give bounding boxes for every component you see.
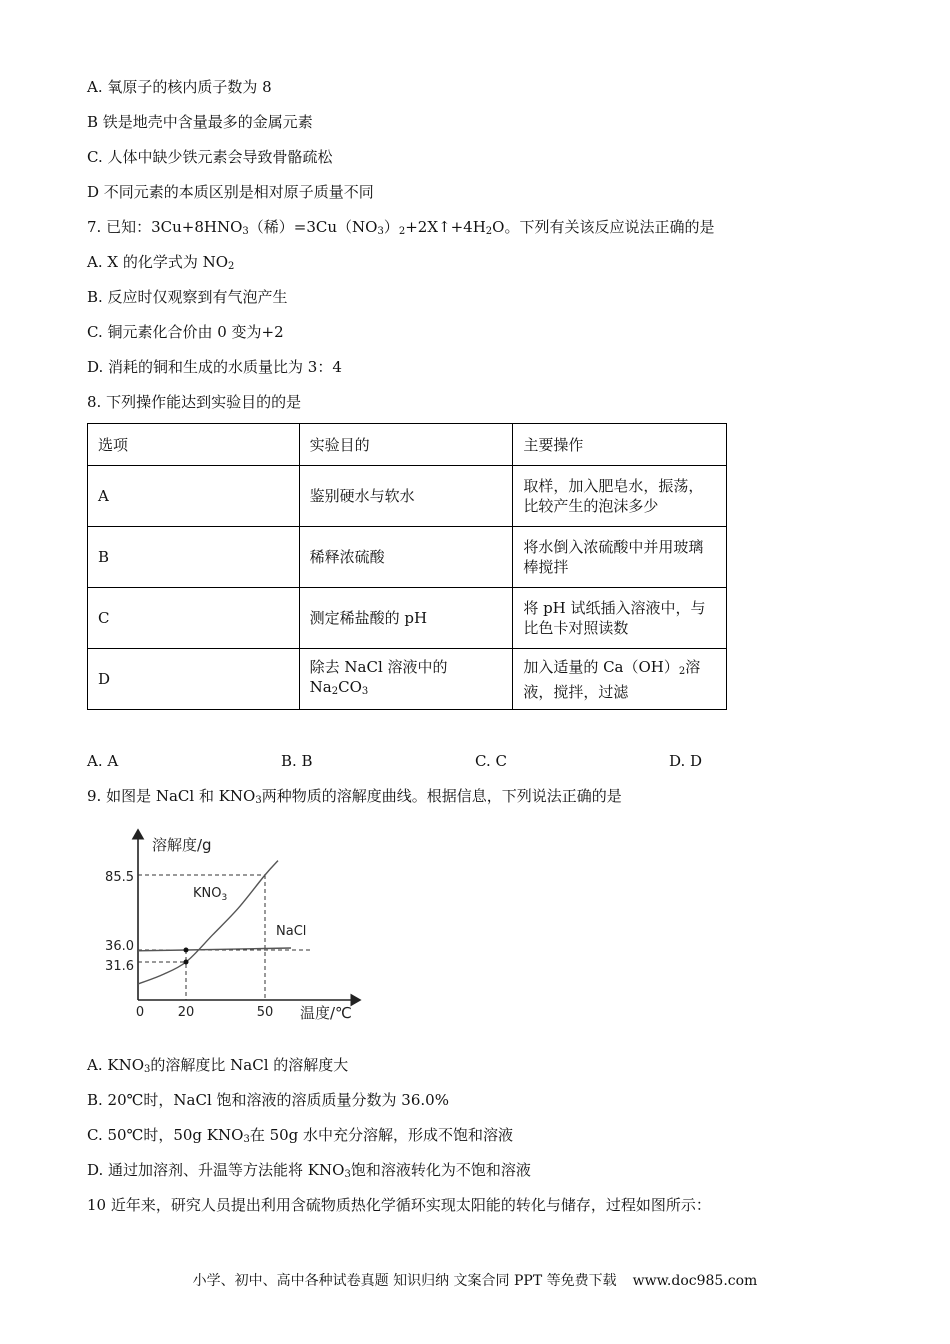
table-cell-operation: 取样，加入肥皂水，振荡，比较产生的泡沫多少 <box>513 466 727 527</box>
footer-text: 小学、初中、高中各种试卷真题 知识归纳 文案合同 PPT 等免费下载 <box>192 1273 617 1289</box>
q9-option-d: D. 通过加溶剂、升温等方法能将 $KNO_3$饱和溶液转化为不饱和溶液 <box>87 1161 531 1180</box>
footer-url[interactable]: www.doc985.com <box>632 1273 758 1289</box>
q9-option-b: B. 20℃时，NaCl 饱和溶液的溶质质量分数为 36.0% <box>87 1091 449 1109</box>
page-footer <box>0 1270 950 1290</box>
y-tick-label: 36.0 <box>105 939 134 954</box>
table-header-cell: 选项 <box>88 424 300 466</box>
q8-choice-d: D. D <box>669 752 703 770</box>
q7-stem: 7. 已知：$3Cu+8HNO_3$（稀）$=3Cu(NO_3)_2+2X↑+4H_2O$。下列有关该反应说法正确的是 <box>87 218 715 237</box>
intersection-points <box>184 948 189 965</box>
q8-choice-a: A. A <box>87 752 119 770</box>
table-row <box>88 649 727 710</box>
q9-option-a: A. $KNO_3$的溶解度比 NaCl 的溶解度大 <box>87 1056 349 1075</box>
data-point <box>184 960 189 965</box>
y-axis-label: 溶解度/g <box>152 836 212 854</box>
series-label-nacl: NaCl <box>276 924 307 939</box>
table-row <box>88 466 727 527</box>
table-cell-goal: 鉴别硬水与软水 <box>299 466 513 527</box>
q8-choice-b: B. B <box>281 752 313 770</box>
y-tick-label: 85.5 <box>105 870 134 885</box>
q6-option-c: C. 人体中缺少铁元素会导致骨骼疏松 <box>87 148 333 166</box>
x-tick-label: 20 <box>177 1005 195 1020</box>
table-cell-option: D <box>88 649 300 710</box>
q7-option-a: A. X 的化学式为 $NO_2$ <box>87 253 235 272</box>
x-axis-label: 温度/℃ <box>300 1004 352 1022</box>
kno3-curve <box>138 861 278 984</box>
table-cell-goal: 测定稀盐酸的 pH <box>299 588 513 649</box>
q9-option-c: C. 50℃时，50g $KNO_3$在 50g 水中充分溶解，形成不饱和溶液 <box>87 1126 514 1145</box>
x-tick-label: 50 <box>256 1005 274 1020</box>
q7-option-d: D. 消耗的铜和生成的水质量比为 3：4 <box>87 358 342 376</box>
table-header-cell: 实验目的 <box>299 424 513 466</box>
q6-option-b: B 铁是地壳中含量最多的金属元素 <box>87 113 313 131</box>
q8-choice-c: C. C <box>475 752 507 770</box>
solubility-chart <box>80 822 380 1032</box>
table-cell-operation: 将 pH 试纸插入溶液中，与比色卡对照读数 <box>513 588 727 649</box>
series-label-kno3: $KNO_3$ <box>193 886 228 903</box>
q6-option-d: D 不同元素的本质区别是相对原子质量不同 <box>87 183 374 201</box>
y-tick-label: 31.6 <box>105 959 134 974</box>
x-tick-label: 0 <box>135 1005 145 1020</box>
q6-option-a: A. 氧原子的核内质子数为 8 <box>87 78 272 96</box>
q7-option-b: B. 反应时仅观察到有气泡产生 <box>87 288 288 306</box>
table-row <box>88 527 727 588</box>
table-cell-operation: 加入适量的 $Ca(OH)_2$溶液，搅拌，过滤 <box>513 649 727 710</box>
q9-stem: 9. 如图是 NaCl 和 $KNO_3$两种物质的溶解度曲线。根据信息，下列说法正确的是 <box>87 787 622 806</box>
q8-table <box>87 423 727 710</box>
q7-option-c: C. 铜元素化合价由 0 变为+2 <box>87 323 284 341</box>
table-cell-operation: 将水倒入浓硫酸中并用玻璃棒搅拌 <box>513 527 727 588</box>
table-cell-option: C <box>88 588 300 649</box>
table-cell-goal: 稀释浓硫酸 <box>299 527 513 588</box>
table-cell-option: B <box>88 527 300 588</box>
q8-stem: 8. 下列操作能达到实验目的的是 <box>87 393 302 411</box>
table-cell-option: A <box>88 466 300 527</box>
table-header-cell: 主要操作 <box>513 424 727 466</box>
q10-stem: 10 近年来，研究人员提出利用含硫物质热化学循环实现太阳能的转化与储存，过程如图所示： <box>87 1196 711 1214</box>
table-header-row <box>88 424 727 466</box>
nacl-curve <box>138 948 291 951</box>
table-row <box>88 588 727 649</box>
table-cell-goal: 除去 NaCl 溶液中的 $Na_2CO_3$ <box>299 649 513 710</box>
data-point <box>184 948 189 953</box>
